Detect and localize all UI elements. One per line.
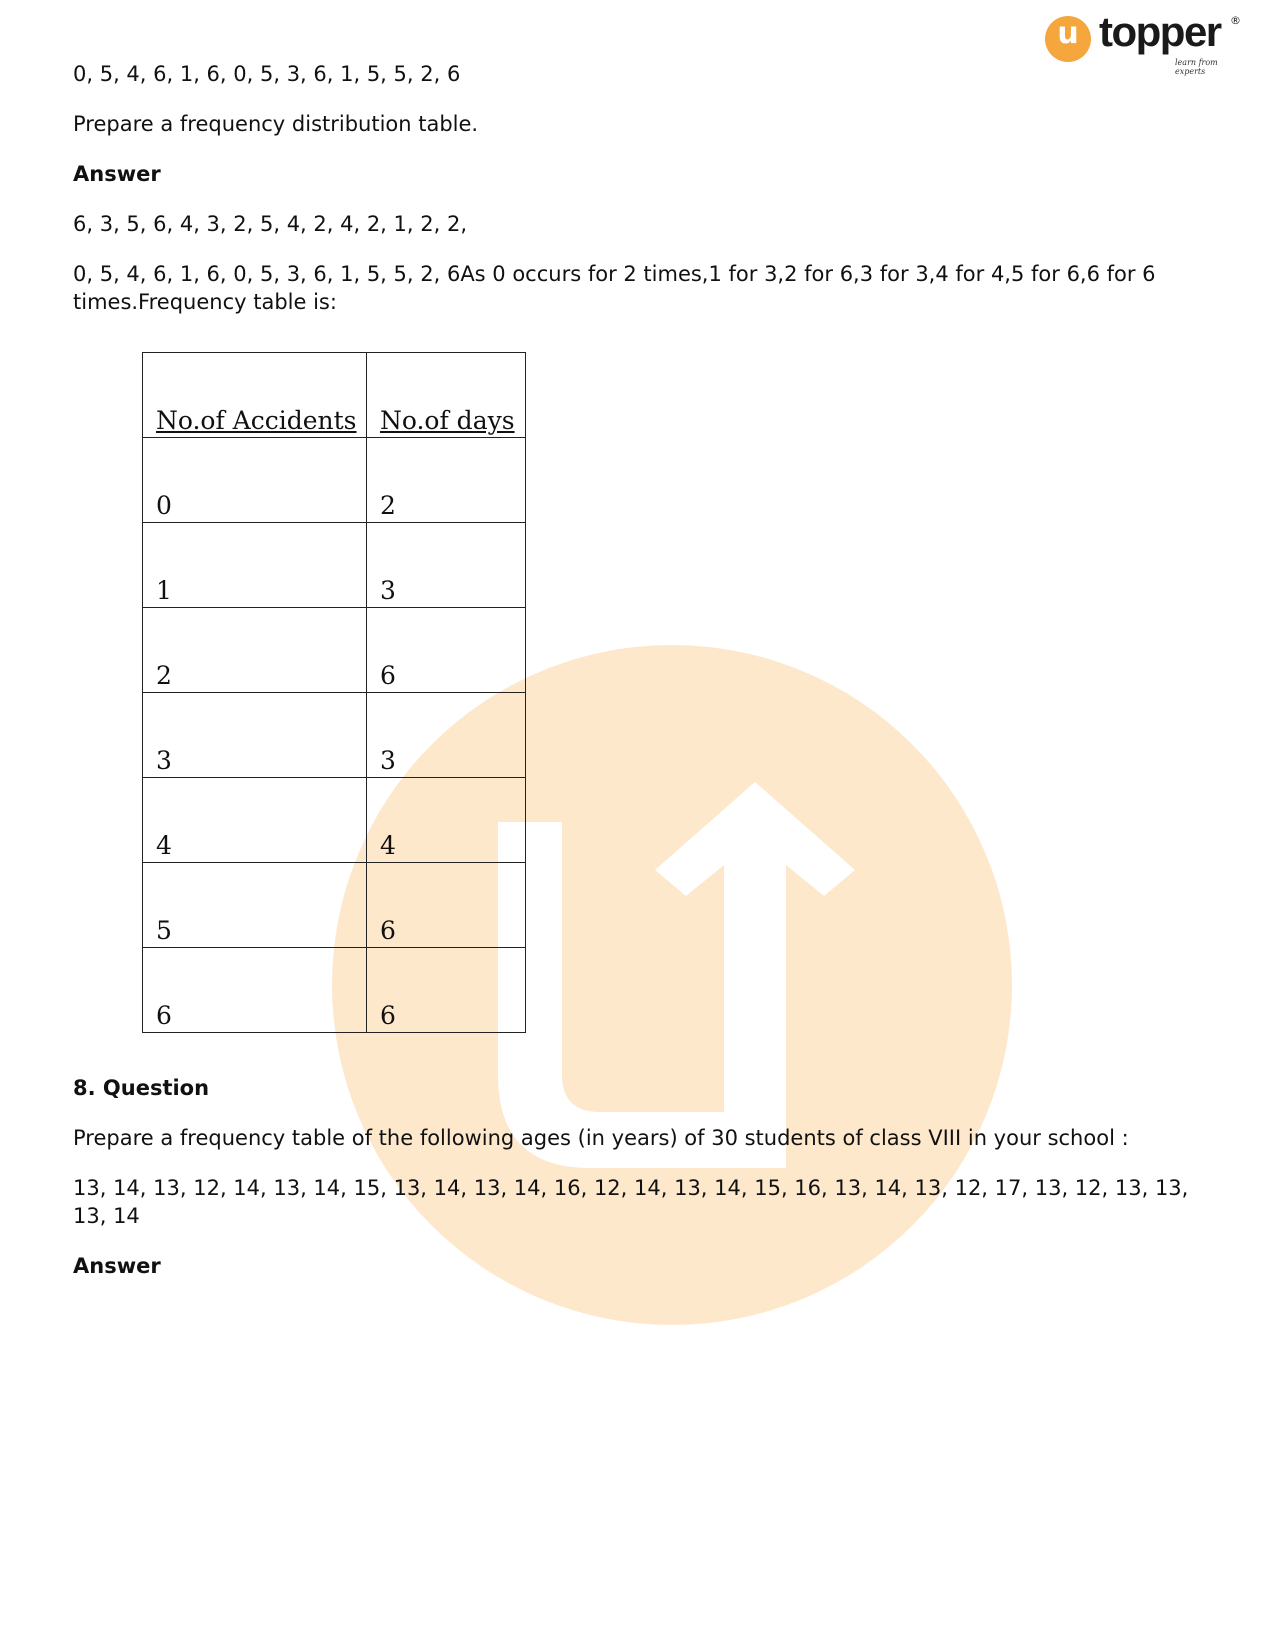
table-row <box>143 948 526 1033</box>
frequency-table <box>142 352 526 1033</box>
topper-logo <box>1045 8 1245 76</box>
days-cell: 3 <box>367 693 526 778</box>
accidents-cell: 3 <box>143 693 367 778</box>
accidents-cell: 5 <box>143 863 367 948</box>
accidents-cell: 1 <box>143 523 367 608</box>
table-row <box>143 608 526 693</box>
days-cell: 6 <box>367 863 526 948</box>
question-data: 13, 14, 13, 12, 14, 13, 14, 15, 13, 14, 13, 14, 16, 12, 14, 13, 14, 15, 16, 13, 14, 13, 12, 17, 13, 12, 13, 13, 13, 14 <box>73 1176 1189 1228</box>
answer-line-2: 0, 5, 4, 6, 1, 6, 0, 5, 3, 6, 1, 5, 5, 2, 6As 0 occurs for 2 times,1 for 3,2 for 6,3 for 3,4 for 4,5 for 6,6 for 6 times.Frequency table is: <box>73 262 1156 314</box>
answer-line-1: 6, 3, 5, 6, 4, 3, 2, 5, 4, 2, 4, 2, 1, 2, 2, <box>73 212 467 236</box>
accidents-cell: 4 <box>143 778 367 863</box>
accidents-cell: 2 <box>143 608 367 693</box>
logo-wordmark: topper <box>1099 8 1221 55</box>
table-row <box>143 693 526 778</box>
table-row <box>143 863 526 948</box>
table-row <box>143 523 526 608</box>
header-accidents: No.of Accidents <box>143 353 367 438</box>
days-cell: 6 <box>367 948 526 1033</box>
days-cell: 4 <box>367 778 526 863</box>
answer-heading: Answer <box>73 162 161 186</box>
question-text: Prepare a frequency table of the following ages (in years) of 30 students of class VIII in your school : <box>73 1126 1129 1150</box>
logo-letter: u <box>1057 16 1079 51</box>
accidents-cell: 6 <box>143 948 367 1033</box>
instruction-text: Prepare a frequency distribution table. <box>73 112 479 136</box>
data-line: 0, 5, 4, 6, 1, 6, 0, 5, 3, 6, 1, 5, 5, 2, 6 <box>73 62 461 86</box>
logo-tagline: learn from experts <box>1175 58 1218 76</box>
table-row <box>143 438 526 523</box>
days-cell: 3 <box>367 523 526 608</box>
table-row <box>143 778 526 863</box>
table-header-row <box>143 353 526 438</box>
days-cell: 6 <box>367 608 526 693</box>
answer-heading-2: Answer <box>73 1254 161 1278</box>
logo-registered-mark: ® <box>1230 14 1241 27</box>
days-cell: 2 <box>367 438 526 523</box>
accidents-cell: 0 <box>143 438 367 523</box>
question-heading: 8. Question <box>73 1076 210 1100</box>
header-days: No.of days <box>367 353 526 438</box>
